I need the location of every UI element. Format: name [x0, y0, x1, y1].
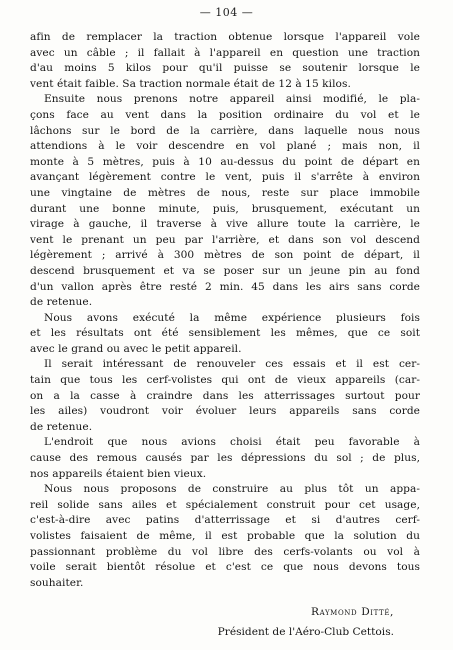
paragraph — [30, 357, 420, 435]
article-body — [30, 30, 420, 591]
text-line: de retenue. — [30, 420, 93, 433]
text-line: avec le grand ou avec le petit appareil. — [30, 342, 242, 355]
text-line: nos appareils étaient bien vieux. — [30, 467, 207, 480]
text-line: vent le prenant un peu par l'arrière, et dans son vol descend — [30, 233, 420, 246]
text-line: Nous nous proposons de construire au plus tôt un appa- — [44, 483, 420, 496]
text-line: tain que tous les cerf-volistes qui ont de vieux appareils (car- — [30, 374, 420, 387]
text-line: une vingtaine de mètres de nous, reste sur place immobile — [30, 186, 420, 199]
text-line: reil solide sans ailes et spécialement construit pour cet usage, — [30, 498, 420, 511]
author-name: Raymond Ditté, — [311, 606, 394, 618]
text-line: c'est-à-dire avec patins d'atterrissage et si d'autres cerf- — [30, 514, 420, 527]
text-line: monte à 5 mètres, puis à 10 au-dessus du point de départ en — [30, 155, 420, 168]
text-line: légèrement ; arrivé à 300 mètres de son point de départ, il — [30, 249, 420, 262]
author-title: Président de l'Aéro-Club Cettois. — [217, 626, 394, 638]
text-line: on a la casse à craindre dans les atterrissages surtout pour — [30, 389, 420, 402]
text-line: souhaiter. — [30, 576, 84, 589]
paragraph — [30, 482, 420, 591]
text-line: attendions à le voir descendre en vol plané ; mais non, il — [30, 140, 420, 153]
text-line: lâchons sur le bord de la carrière, dans laquelle nous nous — [30, 124, 420, 137]
text-line: çons face au vent dans la position ordinaire du vol et le — [30, 108, 420, 121]
text-line: L'endroit que nous avions choisi était peu favorable à — [44, 436, 420, 449]
paragraph — [30, 92, 420, 310]
text-line: avec un câble ; il fallait à l'appareil en question une traction — [30, 46, 420, 59]
text-line: vent était faible. Sa traction normale était de 12 à 15 kilos. — [30, 77, 351, 90]
text-line: et les résultats ont été sensiblement les mêmes, que ce soit — [30, 327, 420, 340]
text-line: durant une bonne minute, puis, brusquement, exécutant un — [30, 202, 420, 215]
text-line: afin de remplacer la traction obtenue lorsque l'appareil vole — [30, 31, 420, 43]
text-line: d'un vallon après être resté 2 min. 45 dans les airs sans corde — [30, 280, 420, 293]
paragraph — [30, 311, 420, 358]
text-line: passionnant problème du vol libre des cerfs-volants ou vol à — [30, 545, 420, 558]
paragraph — [30, 30, 420, 92]
text-line: virage à gauche, il traverse à vive allure toute la carrière, le — [30, 218, 420, 231]
text-line: volistes faisaient de même, il est probable que la solution du — [30, 530, 420, 542]
text-line: voile serait bientôt résolue et c'est ce que nous devons tous — [30, 561, 420, 574]
text-line: descend brusquement et va se poser sur un jeune pin au fond — [30, 264, 420, 277]
text-line: Nous avons exécuté la même expérience plusieurs fois — [44, 311, 420, 324]
paragraph — [30, 435, 420, 482]
text-line: cause des remous causés par les dépressions du sol ; de plus, — [30, 452, 420, 465]
text-line: Ensuite nous prenons notre appareil ainsi modifié, le pla- — [44, 93, 420, 106]
page-number: — 104 — — [199, 6, 254, 19]
text-line: d'au moins 5 kilos pour qu'il puisse se soutenir lorsque le — [30, 62, 420, 75]
text-line: Il serait intéressant de renouveler ces essais et il est cer- — [44, 358, 420, 371]
text-line: avançant légèrement contre le vent, puis il s'arrête à environ — [30, 171, 420, 184]
text-line: les ailes) voudront voir évoluer leurs appareils sans corde — [30, 405, 420, 418]
text-line: de retenue. — [30, 296, 93, 309]
